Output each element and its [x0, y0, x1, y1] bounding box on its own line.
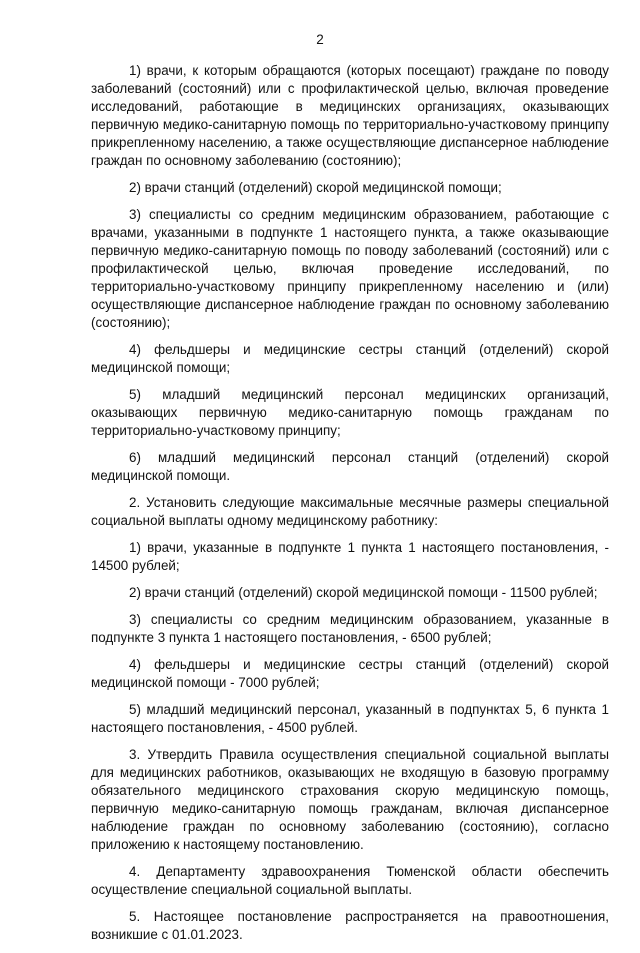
paragraph-1-4-paramedics-nurses: 4) фельдшеры и медицинские сестры станций (отделений) скорой медицинской помощи; — [91, 342, 609, 375]
paragraph-4-department-instruction: 4. Департаменту здравоохранения Тюменской области обеспечить осуществление специальной социальной выплаты. — [91, 864, 609, 897]
paragraph-2-3-specialists-amount: 3) специалисты со средним медицинским образованием, указанные в подпункте 3 пункта 1 настоящего постановления, - 6500 рублей; — [91, 612, 609, 645]
paragraph-3-approve-rules: 3. Утвердить Правила осуществления специальной социальной выплаты для медицинских работников, оказывающих не входящую в базовую программу обязательного медицинского страхования скорую медицинскую помощь, первичную медико-санитарную помощь гражданам, включая диспансерное наблюдение граждан по основному заболеванию (состоянию), согласно приложению к настоящему постановлению. — [91, 747, 609, 852]
paragraph-1-3-mid-level-specialists: 3) специалисты со средним медицинским образованием, работающие с врачами, указанными в подпункте 1 настоящего пункта, а также оказывающие первичную медико-санитарную помощь по поводу заболеваний (состояний) или с профилактической целью, включая проведение исследований, по территориально-участковому принципу прикрепленному населению и (или) осуществляющие диспансерное наблюдение граждан по основному заболеванию (состоянию); — [91, 207, 609, 330]
paragraph-2-5-junior-staff-amount: 5) младший медицинский персонал, указанный в подпунктах 5, 6 пункта 1 настоящего постановления, - 4500 рублей. — [91, 702, 609, 735]
paragraph-5-effective-date: 5. Настоящее постановление распространяется на правоотношения, возникшие с 01.01.2023. — [91, 909, 609, 942]
paragraph-1-6-junior-ambulance-staff: 6) младший медицинский персонал станций (отделений) скорой медицинской помощи. — [91, 450, 609, 483]
page-number: 2 — [316, 32, 324, 47]
document-body — [91, 62, 609, 953]
paragraph-2-1-doctors-amount: 1) врачи, указанные в подпункте 1 пункта 1 настоящего постановления, - 14500 рублей; — [91, 540, 609, 573]
paragraph-2-payment-amounts: 2. Установить следующие максимальные месячные размеры специальной социальной выплаты одному медицинскому работнику: — [91, 495, 609, 528]
paragraph-2-2-ambulance-doctors-amount: 2) врачи станций (отделений) скорой медицинской помощи - 11500 рублей; — [129, 585, 598, 600]
paragraph-2-4-paramedics-amount: 4) фельдшеры и медицинские сестры станций (отделений) скорой медицинской помощи - 7000 рублей; — [91, 657, 609, 690]
paragraph-1-1-doctors: 1) врачи, к которым обращаются (которых посещают) граждане по поводу заболеваний (состояний) или с профилактической целью, включая проведение исследований, работающие в медицинских организациях, оказывающих первичную медико-санитарную помощь по территориально-участковому принципу прикрепленному населению, а также осуществляющие диспансерное наблюдение граждан по основному заболеванию (состоянию); — [91, 63, 609, 168]
paragraph-1-5-junior-staff: 5) младший медицинский персонал медицинских организаций, оказывающих первичную медико-санитарную помощь гражданам по территориально-участковому принципу; — [91, 387, 609, 438]
paragraph-1-2-ambulance-doctors: 2) врачи станций (отделений) скорой медицинской помощи; — [129, 180, 502, 195]
